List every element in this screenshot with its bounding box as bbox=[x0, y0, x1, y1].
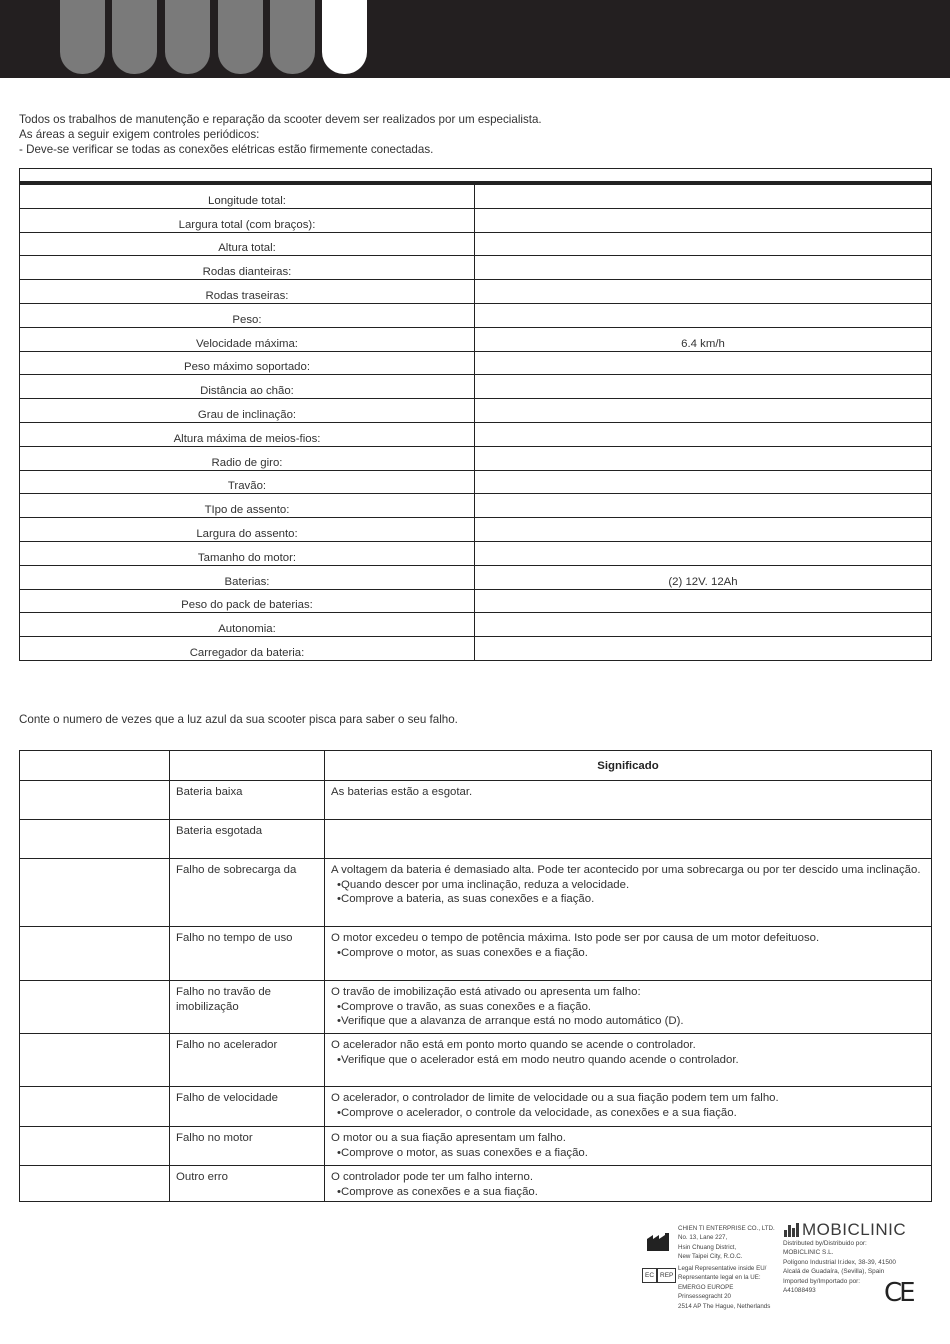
spec-value bbox=[475, 256, 932, 280]
spec-value: 6.4 km/h bbox=[475, 327, 932, 351]
error-row bbox=[20, 981, 932, 1034]
representative-line: EMERGO EUROPE bbox=[678, 1283, 734, 1291]
representative-line: 2514 AP The Hague, Netherlands bbox=[678, 1302, 771, 1310]
spec-row bbox=[20, 303, 932, 327]
spec-row bbox=[20, 232, 932, 256]
spec-value bbox=[475, 637, 932, 661]
spec-label: Autonomia: bbox=[20, 613, 475, 637]
spec-value bbox=[475, 422, 932, 446]
error-row bbox=[20, 1034, 932, 1087]
spec-row bbox=[20, 256, 932, 280]
error-meaning bbox=[325, 1034, 932, 1087]
error-action-bullet: • Comprove o acelerador, o controle da velocidade, as conexões e a sua fiação. bbox=[331, 1106, 926, 1121]
error-action-bullet: • Quando descer por uma inclinação, reduza a velocidade. bbox=[331, 878, 926, 893]
error-meaning bbox=[325, 927, 932, 981]
spec-row bbox=[20, 422, 932, 446]
spec-label: Carregador da bateria: bbox=[20, 637, 475, 661]
error-name: Bateria baixa bbox=[170, 781, 325, 820]
spec-value bbox=[475, 280, 932, 304]
spec-label: Distância ao chão: bbox=[20, 375, 475, 399]
spec-row bbox=[20, 446, 932, 470]
error-action-bullet: • Verifique que o acelerador está em modo neutro quando acende o controlador. bbox=[331, 1053, 926, 1068]
eu-representative-address bbox=[678, 1264, 770, 1311]
spec-label: Peso do pack de baterias: bbox=[20, 589, 475, 613]
error-code-cell bbox=[20, 859, 170, 927]
ec-rep-symbol bbox=[642, 1268, 676, 1283]
error-name: Outro erro bbox=[170, 1166, 325, 1202]
error-name: Bateria esgotada bbox=[170, 820, 325, 859]
footer-regulatory-info bbox=[640, 1220, 930, 1330]
spec-value bbox=[475, 303, 932, 327]
error-meaning bbox=[325, 1087, 932, 1127]
spec-label: Radio de giro: bbox=[20, 446, 475, 470]
error-name: Falho no tempo de uso bbox=[170, 927, 325, 981]
manufacturer-address bbox=[678, 1224, 775, 1262]
error-header-meaning: Significado bbox=[325, 751, 932, 781]
error-name: Falho no acelerador bbox=[170, 1034, 325, 1087]
representative-line: Representante legal en la UE: bbox=[678, 1274, 761, 1282]
spec-row bbox=[20, 208, 932, 232]
error-name: Falho de sobrecarga da bbox=[170, 859, 325, 927]
spec-label: Longitude total: bbox=[20, 185, 475, 209]
spec-value bbox=[475, 232, 932, 256]
error-action-bullet: • Comprove o motor, as suas conexões e a fiação. bbox=[331, 1146, 926, 1161]
manufacturer-line: Hsin Chuang District, bbox=[678, 1243, 737, 1251]
intro-line: Todos os trabalhos de manutenção e reparação da scooter devem ser realizados por um especialista. bbox=[19, 113, 542, 126]
error-code-cell bbox=[20, 820, 170, 859]
spec-label: Grau de inclinação: bbox=[20, 399, 475, 423]
error-description: O acelerador não está em ponto morto quando se acende o controlador. bbox=[331, 1039, 696, 1051]
error-description: A voltagem da bateria é demasiado alta. Pode ter acontecido por uma sobrecarga ou por ter descido uma inclinação. bbox=[331, 864, 921, 876]
spec-row bbox=[20, 637, 932, 661]
error-row bbox=[20, 781, 932, 820]
error-action-bullet: • Comprove as conexões e a sua fiação. bbox=[331, 1185, 926, 1200]
error-description: O motor excedeu o tempo de potência máxima. Isto pode ser por causa de um motor defeituoso. bbox=[331, 932, 820, 944]
spec-value bbox=[475, 518, 932, 542]
manufacturer-icon bbox=[646, 1232, 674, 1252]
distributor-line: Polígono Industrial Ir.idex, 38-39, 41500 bbox=[783, 1258, 896, 1266]
section-tab-active bbox=[322, 0, 367, 74]
spec-value bbox=[475, 399, 932, 423]
section-tab-5 bbox=[270, 0, 315, 74]
error-code-cell bbox=[20, 1087, 170, 1127]
error-description: O travão de imobilização está ativado ou apresenta um falho: bbox=[331, 986, 641, 998]
blink-count-note: Conte o numero de vezes que a luz azul da sua scooter pisca para saber o seu falho. bbox=[19, 713, 458, 726]
spec-value bbox=[475, 185, 932, 209]
error-meaning bbox=[325, 981, 932, 1034]
error-row bbox=[20, 1127, 932, 1166]
spec-row bbox=[20, 351, 932, 375]
section-tab-2 bbox=[112, 0, 157, 74]
spec-value bbox=[475, 446, 932, 470]
error-name: Falho no motor bbox=[170, 1127, 325, 1166]
spec-value bbox=[475, 375, 932, 399]
spec-label: Baterias: bbox=[20, 565, 475, 589]
error-name: Falho de velocidade bbox=[170, 1087, 325, 1127]
error-code-cell bbox=[20, 1166, 170, 1202]
error-row bbox=[20, 820, 932, 859]
error-header-name bbox=[170, 751, 325, 781]
intro-line: - Deve-se verificar se todas as conexões elétricas estão firmemente conectadas. bbox=[19, 143, 434, 156]
spec-row bbox=[20, 399, 932, 423]
representative-line: Prinsessegracht 20 bbox=[678, 1293, 731, 1301]
error-code-cell bbox=[20, 781, 170, 820]
error-code-cell bbox=[20, 1127, 170, 1166]
spec-row bbox=[20, 470, 932, 494]
spec-row bbox=[20, 280, 932, 304]
error-code-cell bbox=[20, 1034, 170, 1087]
spec-row bbox=[20, 589, 932, 613]
spec-row bbox=[20, 185, 932, 209]
spec-label: Altura máxima de meios-fios: bbox=[20, 422, 475, 446]
error-code-cell bbox=[20, 927, 170, 981]
spec-label: Rodas dianteiras: bbox=[20, 256, 475, 280]
spec-row bbox=[20, 613, 932, 637]
error-row bbox=[20, 859, 932, 927]
error-description: O acelerador, o controlador de limite de velocidade ou a sua fiação podem tem um falho. bbox=[331, 1092, 779, 1104]
distributor-line: Imported by/Importado por: bbox=[783, 1277, 861, 1285]
error-row bbox=[20, 927, 932, 981]
spec-label: Largura do assento: bbox=[20, 518, 475, 542]
brand-name: MOBICLINIC bbox=[802, 1220, 907, 1239]
mobiclinic-logo bbox=[784, 1220, 906, 1240]
error-meaning bbox=[325, 781, 932, 820]
spec-value: (2) 12V. 12Ah bbox=[475, 565, 932, 589]
spec-value bbox=[475, 541, 932, 565]
section-tab-4 bbox=[218, 0, 263, 74]
specifications-table bbox=[19, 168, 932, 661]
spec-table-body bbox=[19, 184, 932, 661]
error-meaning bbox=[325, 820, 932, 859]
error-description: As baterias estão a esgotar. bbox=[331, 786, 473, 798]
spec-row bbox=[20, 518, 932, 542]
distributor-address bbox=[783, 1239, 896, 1295]
error-meaning bbox=[325, 1127, 932, 1166]
error-meaning bbox=[325, 859, 932, 927]
manufacturer-line: New Taipei City, R.O.C. bbox=[678, 1253, 743, 1261]
error-action-bullet: • Comprove o motor, as suas conexões e a fiação. bbox=[331, 946, 926, 961]
error-action-bullet: • Comprove a bateria, as suas conexões e a fiação. bbox=[331, 892, 926, 907]
error-action-bullet: • Verifique que a alavanza de arranque está no modo automático (D). bbox=[331, 1014, 926, 1029]
intro-line: As áreas a seguir exigem controles periódicos: bbox=[19, 128, 260, 141]
error-codes-table bbox=[19, 750, 932, 1202]
distributor-line: Distributed by/Distribuido por: bbox=[783, 1240, 867, 1247]
manufacturer-line: CHIEN TI ENTERPRISE CO., LTD. bbox=[678, 1225, 775, 1232]
error-name: Falho no travão de imobilização bbox=[170, 981, 325, 1034]
brand-mark-icon bbox=[784, 1223, 799, 1237]
representative-line: Legal Representative inside EU/ bbox=[678, 1265, 767, 1272]
maintenance-intro bbox=[19, 112, 542, 157]
spec-row bbox=[20, 375, 932, 399]
section-tab-1 bbox=[60, 0, 105, 74]
spec-label: Altura total: bbox=[20, 232, 475, 256]
spec-row bbox=[20, 541, 932, 565]
spec-label: Tamanho do motor: bbox=[20, 541, 475, 565]
error-header-code bbox=[20, 751, 170, 781]
spec-value bbox=[475, 589, 932, 613]
error-description: O motor ou a sua fiação apresentam um falho. bbox=[331, 1132, 566, 1144]
ce-mark: CE bbox=[884, 1278, 913, 1308]
spec-label: Peso máximo soportado: bbox=[20, 351, 475, 375]
rep-label: REP bbox=[657, 1268, 676, 1283]
error-description: O controlador pode ter um falho interno. bbox=[331, 1171, 533, 1183]
error-meaning bbox=[325, 1166, 932, 1202]
distributor-line: MOBICLINIC S.L. bbox=[783, 1249, 834, 1257]
header-bar bbox=[0, 0, 950, 78]
spec-row bbox=[20, 327, 932, 351]
spec-label: Largura total (com braços): bbox=[20, 208, 475, 232]
error-row bbox=[20, 1166, 932, 1202]
spec-label: Rodas traseiras: bbox=[20, 280, 475, 304]
error-row bbox=[20, 1087, 932, 1127]
spec-label: Velocidade máxima: bbox=[20, 327, 475, 351]
spec-row bbox=[20, 494, 932, 518]
spec-label: Peso: bbox=[20, 303, 475, 327]
spec-value bbox=[475, 351, 932, 375]
spec-label: TIpo de assento: bbox=[20, 494, 475, 518]
spec-value bbox=[475, 613, 932, 637]
manufacturer-line: No. 13, Lane 227, bbox=[678, 1234, 728, 1242]
error-code-cell bbox=[20, 981, 170, 1034]
spec-value bbox=[475, 470, 932, 494]
section-tab-3 bbox=[165, 0, 210, 74]
spec-value bbox=[475, 494, 932, 518]
spec-value bbox=[475, 208, 932, 232]
ec-label: EC bbox=[642, 1268, 657, 1283]
distributor-line: A41088493 bbox=[783, 1287, 816, 1295]
error-action-bullet: • Comprove o travão, as suas conexões e a fiação. bbox=[331, 1000, 926, 1015]
distributor-line: Alcalá de Guadaíra, (Sevilla), Spain bbox=[783, 1268, 885, 1276]
spec-table-header bbox=[19, 168, 932, 184]
spec-label: Travão: bbox=[20, 470, 475, 494]
spec-row bbox=[20, 565, 932, 589]
